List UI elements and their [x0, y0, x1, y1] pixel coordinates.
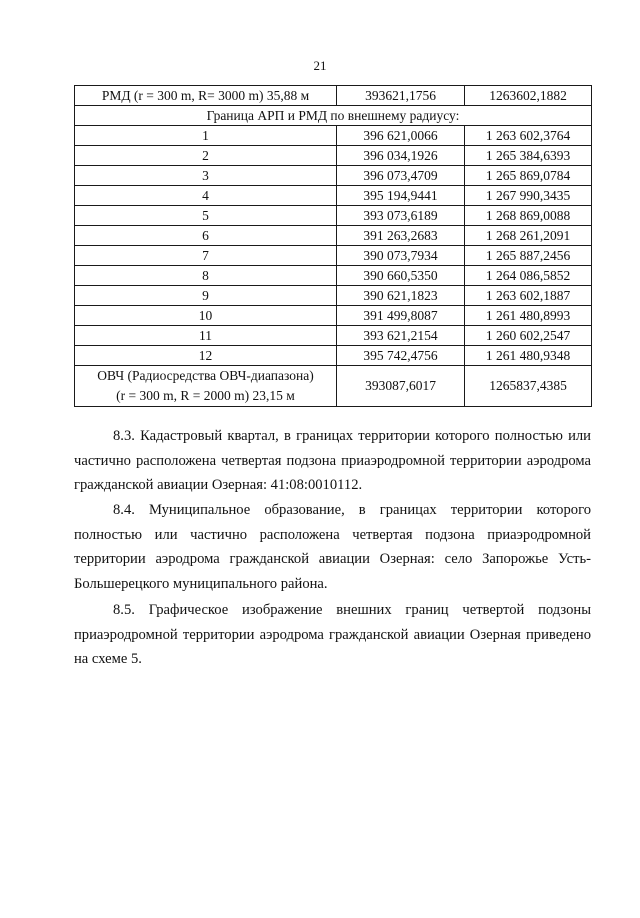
table-row [75, 306, 592, 326]
table-row [75, 246, 592, 266]
coord-x: 391 499,8087 [337, 306, 465, 326]
row-label: РМД (r = 300 m, R= 3000 m) 35,88 м [75, 86, 337, 106]
coord-y: 1 268 869,0088 [465, 206, 592, 226]
coord-x: 393 621,2154 [337, 326, 465, 346]
coord-y: 1 263 602,1887 [465, 286, 592, 306]
coord-x: 390 621,1823 [337, 286, 465, 306]
table-row [75, 186, 592, 206]
coord-x: 391 263,2683 [337, 226, 465, 246]
table-row [75, 366, 592, 407]
coord-x: 390 660,5350 [337, 266, 465, 286]
point-number: 1 [75, 126, 337, 146]
point-number: 6 [75, 226, 337, 246]
table-row [75, 286, 592, 306]
coord-x: 390 073,7934 [337, 246, 465, 266]
coord-x: 393087,6017 [337, 366, 465, 407]
coord-y: 1 260 602,2547 [465, 326, 592, 346]
point-number: 12 [75, 346, 337, 366]
coord-y: 1 267 990,3435 [465, 186, 592, 206]
point-number: 11 [75, 326, 337, 346]
row-label-line-1: ОВЧ (Радиосредства ОВЧ-диапазона) [97, 368, 314, 383]
coord-y: 1 265 869,0784 [465, 166, 592, 186]
coord-y: 1 261 480,9348 [465, 346, 592, 366]
coord-x: 396 621,0066 [337, 126, 465, 146]
coord-x: 393621,1756 [337, 86, 465, 106]
table-row [75, 166, 592, 186]
point-number: 4 [75, 186, 337, 206]
table-row [75, 266, 592, 286]
section-header: Граница АРП и РМД по внешнему радиусу: [75, 106, 592, 126]
table-row [75, 126, 592, 146]
paragraph-8-5: 8.5. Графическое изображение внешних границ четвертой подзоны приаэродромной территории аэродрома гражданской авиации Озерная приведено на схеме 5. [74, 602, 591, 667]
table-row [75, 86, 592, 106]
table-row [75, 146, 592, 166]
coordinates-table [74, 85, 592, 407]
table-row [75, 226, 592, 246]
coord-y: 1 265 384,6393 [465, 146, 592, 166]
coord-y: 1 261 480,8993 [465, 306, 592, 326]
coord-x: 395 742,4756 [337, 346, 465, 366]
coord-y: 1 263 602,3764 [465, 126, 592, 146]
coord-x: 396 073,4709 [337, 166, 465, 186]
point-number: 2 [75, 146, 337, 166]
coord-x: 393 073,6189 [337, 206, 465, 226]
table-row [75, 206, 592, 226]
coord-x: 395 194,9441 [337, 186, 465, 206]
coord-y: 1 265 887,2456 [465, 246, 592, 266]
coord-y: 1265837,4385 [465, 366, 592, 407]
coord-x: 396 034,1926 [337, 146, 465, 166]
coord-y: 1 268 261,2091 [465, 226, 592, 246]
point-number: 7 [75, 246, 337, 266]
paragraph-8-4: 8.4. Муниципальное образование, в границах территории которого полностью или частично расположена четвертая подзона приаэродромной территории аэродрома гражданской авиации Озерная: село Запорожье Усть-Большерецкого муниципального района. [74, 502, 591, 592]
point-number: 5 [75, 206, 337, 226]
page-number: 21 [313, 58, 327, 73]
table-row [75, 346, 592, 366]
row-label [75, 366, 337, 407]
table-row [75, 326, 592, 346]
row-label-line-2: (r = 300 m, R = 2000 m) 23,15 м [116, 388, 295, 403]
paragraph-8-3: 8.3. Кадастровый квартал, в границах территории которого полностью или частично расположена четвертая подзона приаэродромной территории аэродрома гражданской авиации Озерная: 41:08:0010112. [74, 428, 591, 493]
coord-y: 1263602,1882 [465, 86, 592, 106]
point-number: 9 [75, 286, 337, 306]
coord-y: 1 264 086,5852 [465, 266, 592, 286]
point-number: 10 [75, 306, 337, 326]
point-number: 3 [75, 166, 337, 186]
point-number: 8 [75, 266, 337, 286]
table-section-header-row [75, 106, 592, 126]
